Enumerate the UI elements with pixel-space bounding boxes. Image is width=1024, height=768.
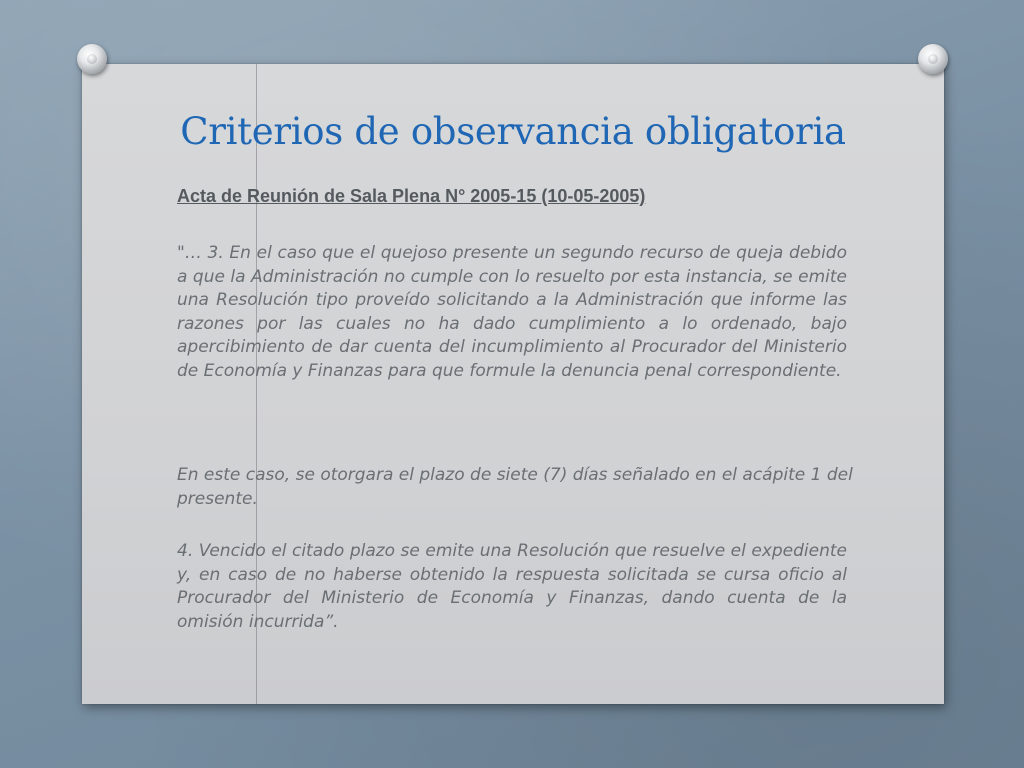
left-pushpin-icon: [77, 44, 107, 74]
slide-paper: [82, 64, 944, 704]
slide-title: Criterios de observancia obligatoria: [180, 110, 846, 153]
slide-subtitle: Acta de Reunión de Sala Plena N° 2005-15 (10-05-2005): [177, 186, 646, 206]
body-paragraph-1: "… 3. En el caso que el quejoso presente un segundo recurso de queja debido a que la Administración no cumple con lo resuelto por esta instancia, se emite una Resolución tipo proveído solicitando a la Administración que informe las razones por las cuales no ha dado cumplimiento a lo ordenado, bajo apercibimiento de dar cuenta del incumplimiento al Procurador del Ministerio de Economía y Finanzas para que formule la denuncia penal correspondiente.: [177, 243, 847, 381]
right-pushpin-icon: [918, 44, 948, 74]
body-paragraph-2: En este caso, se otorgara el plazo de siete (7) días señalado en el acápite 1 del presente.: [177, 465, 853, 509]
body-paragraph-3: 4. Vencido el citado plazo se emite una Resolución que resuelve el expediente y, en caso de no haberse obtenido la respuesta solicitada se cursa oficio al Procurador del Ministerio de Economía y Finanzas, dando cuenta de la omisión incurrida”.: [177, 541, 847, 632]
